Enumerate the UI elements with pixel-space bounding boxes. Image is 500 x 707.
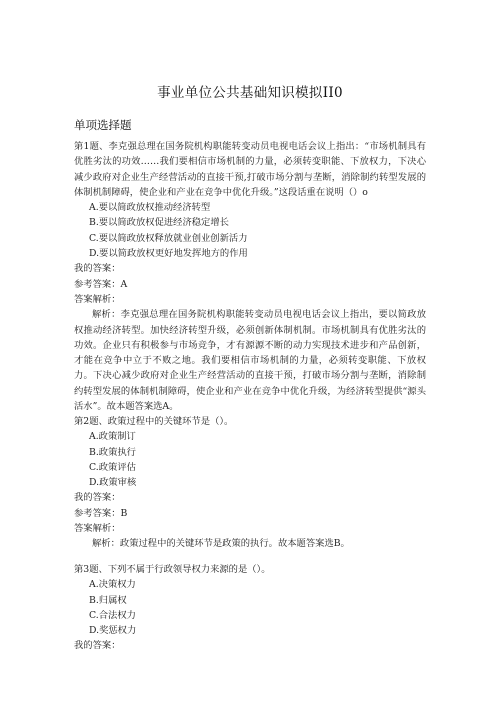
question-2-text: 第2题、政策过程中的关键环节是（）。: [74, 416, 234, 427]
question-3-text: 第3题、下列不属于行政领导权力来源的是（）。: [74, 564, 271, 575]
question-1-reference-answer: 参考答案：A: [74, 278, 128, 290]
question-2-explanation: 解析：政策过程中的关键环节是政策的执行。故本题答案选B。: [92, 538, 350, 550]
question-3-option-a: A.决策权力: [89, 579, 136, 591]
question-3: [74, 562, 426, 654]
question-2: [74, 414, 426, 552]
question-2-option-a: A.政策制订: [89, 431, 136, 443]
question-3-option-b: B.归属权: [89, 594, 127, 606]
question-2-option-b: B.政策执行: [89, 446, 136, 458]
question-1-my-answer: 我的答案：: [74, 263, 121, 275]
question-1-option-d: D.要以简政放权更好地发挥地方的作用: [89, 248, 248, 260]
question-1-explanation-label: 答案解析：: [74, 293, 121, 305]
question-1-explanation: 解析：李克强总理在国务院机构职能转变动员电视电话会议上指出，要以简政放权推动经济转型。加快经济转型升级，必须创新体制机制。市场机制具有优胜劣汰的功效。企业只有积极参与市场竞争，才有源源不断的动力实现技术进步和产品创新，才能在竞争中立于不败之地。我们要相信市场机制的力量，必须转变职能、下放权力。下决心减少政府对企业生产经营活动的直接干预，打破市场分割与垄断，消除制约转型发展的体制机制障碍，使企业和产业在竞争中优化升级，为经济转型提供“源头活水”。故本题答案选A。: [74, 309, 426, 413]
section-title: 单项选择题: [74, 118, 132, 132]
question-2-option-d: D.政策审核: [89, 477, 137, 489]
question-1-option-a: A.要以简政放权推动经济转型: [89, 202, 211, 214]
question-3-option-d: D.奖惩权力: [89, 625, 137, 637]
question-2-my-answer: 我的答案：: [74, 492, 121, 504]
question-1-option-c: C.要以简政放权释放就业创业创新活力: [89, 232, 248, 244]
question-2-reference-answer: 参考答案：B: [74, 507, 128, 519]
question-2-option-c: C.政策评估: [89, 461, 136, 473]
question-1-option-b: B.要以简政放权促进经济稳定增长: [89, 217, 229, 229]
question-2-explanation-label: 答案解析：: [74, 523, 121, 535]
question-3-my-answer: 我的答案：: [74, 640, 121, 652]
question-1-text: 第1题、李克强总理在国务院机构职能转变动员电视电话会议上指出：“市场机制具有优胜劣汰的功效……我们要相信市场机制的力量，必须转变职能、下放权力，下决心减少政府对企业生产经营活动的直接干预,打破市场分割与垄断，消除制约转型发展的体制机制障碍，使企业和产业在竞争中优化升级。”这段话重在说明（）o: [74, 141, 426, 198]
document-title: 事业单位公共基础知识模拟II0: [157, 85, 343, 101]
question-3-option-c: C.合法权力: [89, 609, 136, 621]
question-1: [74, 139, 426, 414]
